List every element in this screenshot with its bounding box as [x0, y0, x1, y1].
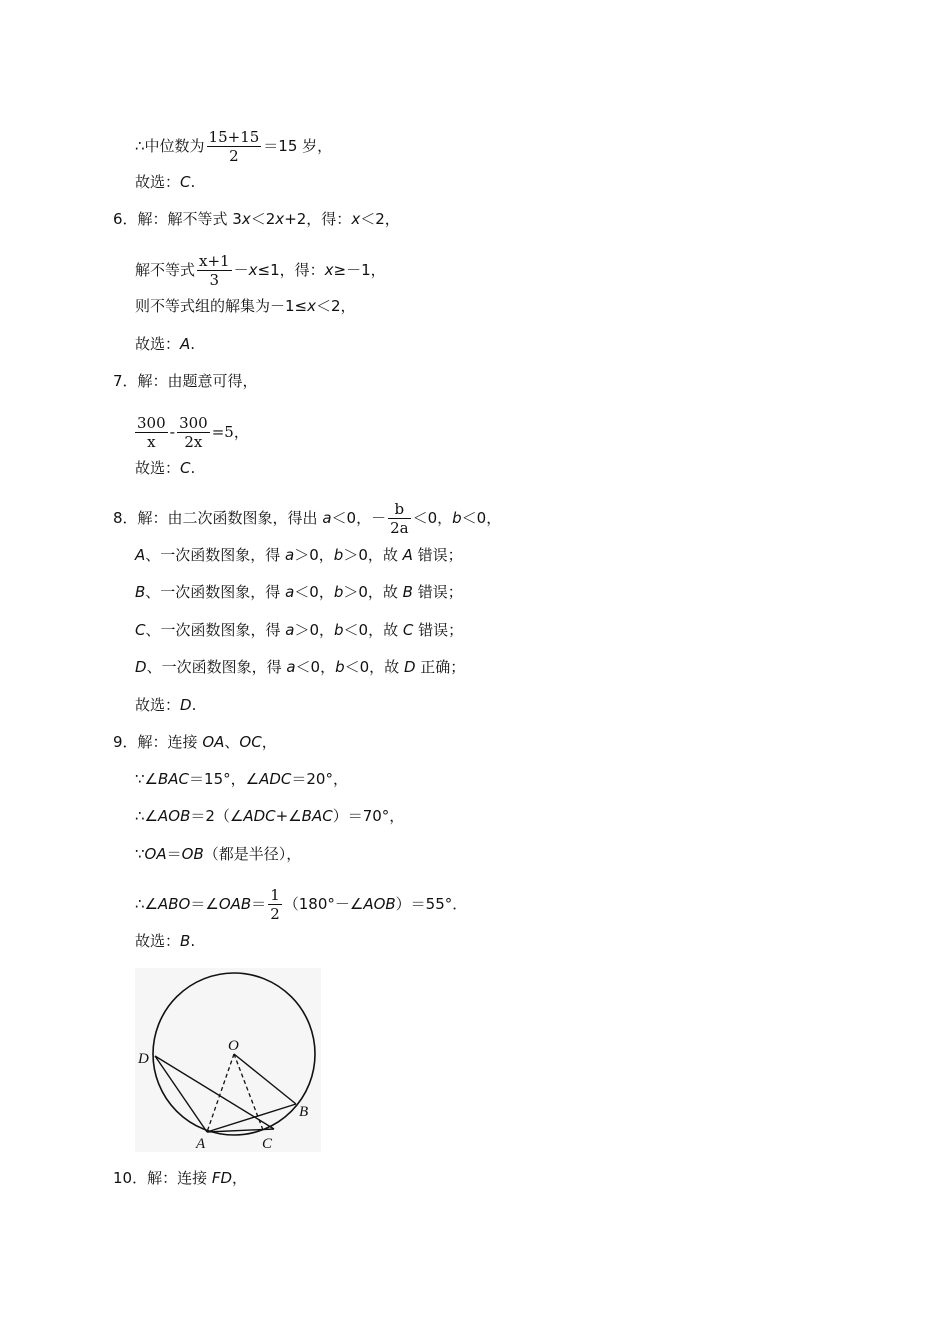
- answer-6: 故选：A.: [135, 335, 196, 353]
- prob6-line2: 解不等式 $\frac{x+1}{3}$ －x≤1，得：x≥－1，: [135, 252, 386, 289]
- label-c: C: [262, 1136, 273, 1152]
- answer-9: 故选：B.: [135, 932, 196, 950]
- label-b: B: [299, 1104, 309, 1120]
- prob8-option-a: A、一次函数图象，得 a＞0，b＞0，故 A 错误；: [135, 546, 463, 564]
- label-o: O: [228, 1038, 239, 1054]
- figure-svg: [135, 968, 321, 1152]
- label-a: A: [196, 1136, 206, 1152]
- prob8-option-c: C、一次函数图象，得 a＞0，b＜0，故 C 错误；: [135, 621, 464, 639]
- answer-5: 故选：C.: [135, 173, 196, 191]
- prob8-option-d: D、一次函数图象，得 a＜0，b＜0，故 D 正确；: [135, 658, 466, 676]
- answer-7: 故选：C.: [135, 459, 196, 477]
- prob9-line3: ∴∠AOB＝2（∠ADC+∠BAC）＝70°，: [135, 807, 405, 825]
- equation-fraction-1: $\frac{300}{x}$: [137, 414, 166, 451]
- answer-8: 故选：D.: [135, 696, 197, 714]
- equation-fraction-2: $\frac{300}{2x}$: [179, 414, 208, 451]
- prob6-line3: 则不等式组的解集为－1≤x＜2，: [135, 297, 356, 315]
- circle-geometry-figure: [135, 968, 321, 1152]
- prob10-line1: 10．解：连接 FD，: [113, 1169, 248, 1187]
- prob8-option-b: B、一次函数图象，得 a＜0，b＞0，故 B 错误；: [135, 583, 463, 601]
- vertex-fraction: $\frac{b}{2a}$: [390, 500, 409, 537]
- inequality-fraction: $\frac{x+1}{3}$: [199, 252, 230, 289]
- prob9-line5: ∴∠ABO＝∠OAB＝ $\frac{1}{2}$ （180°－∠AOB）＝55°．: [135, 886, 468, 923]
- prob9-line2: ∵∠BAC＝15°，∠ADC＝20°，: [135, 770, 348, 788]
- figure-background: [135, 968, 321, 1152]
- prob9-line4: ∵OA＝OB（都是半径），: [135, 845, 302, 863]
- half-fraction: $\frac{1}{2}$: [270, 886, 280, 923]
- prob8-line1: 8．解：由二次函数图象，得出 a＜0，－ $\frac{b}{2a}$ ＜0，b＜0，: [113, 500, 502, 537]
- prob7-line1: 7．解：由题意可得，: [113, 372, 258, 390]
- prob9-line1: 9．解：连接 OA、OC，: [113, 733, 277, 751]
- median-fraction: $\frac{15+15}{2}$: [208, 128, 260, 165]
- prob7-equation: $\frac{300}{x}$ - $\frac{300}{2x}$ =5，: [137, 414, 249, 451]
- median-line: ∴中位数为 $\frac{15+15}{2}$ ＝15 岁，: [135, 128, 333, 165]
- prob6-line1: 6．解：解不等式 3x＜2x+2，得：x＜2，: [113, 210, 400, 228]
- label-d: D: [138, 1051, 149, 1067]
